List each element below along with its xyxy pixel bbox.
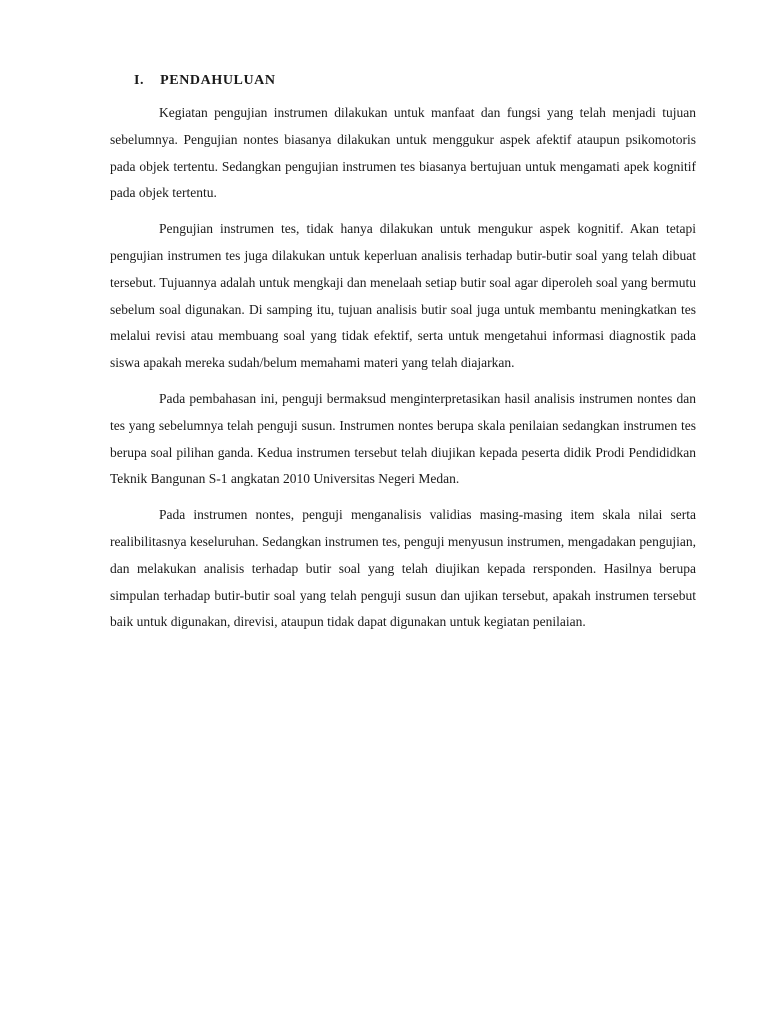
section-number: I.	[134, 73, 145, 88]
section-heading	[110, 70, 696, 92]
paragraph-4: Pada instrumen nontes, penguji menganalisis validias masing-masing item skala nilai serta realibilitasnya keseluruhan. Sedangkan instrumen tes, penguji menyusun instrumen, mengadakan pengujian, dan melakukan analisis terhadap butir soal yang telah diujikan kepada rersponden. Hasilnya berupa simpulan terhadap butir-butir soal yang telah penguji susun dan ujikan tersebut, apakah instrumen tersebut baik untuk digunakan, direvisi, ataupun tidak dapat digunakan untuk kegiatan penilaian.	[110, 507, 696, 630]
paragraph-2: Pengujian instrumen tes, tidak hanya dilakukan untuk mengukur aspek kognitif. Akan tetapi pengujian instrumen tes juga dilakukan untuk keperluan analisis terhadap butir-butir soal yang telah dibuat tersebut. Tujuannya adalah untuk mengkaji dan menelaah setiap butir soal agar diperoleh soal yang bermutu sebelum soal digunakan. Di samping itu, tujuan analisis butir soal juga untuk membantu meningkatkan tes melalui revisi atau membuang soal yang tidak efektif, serta untuk mengetahui informasi diagnostik pada siswa apakah mereka sudah/belum memahami materi yang telah diajarkan.	[110, 221, 696, 371]
paragraph-3: Pada pembahasan ini, penguji bermaksud menginterpretasikan hasil analisis instrumen nontes dan tes yang sebelumnya telah penguji susun. Instrumen nontes berupa skala penilaian sedangkan instrumen tes berupa soal pilihan ganda. Kedua instrumen tersebut telah diujikan kepada peserta didik Prodi Pendididkan Teknik Bangunan S-1 angkatan 2010 Universitas Negeri Medan.	[110, 390, 696, 487]
document-page	[110, 70, 696, 645]
paragraph-1: Kegiatan pengujian instrumen dilakukan untuk manfaat dan fungsi yang telah menjadi tujuan sebelumnya. Pengujian nontes biasanya dilakukan untuk menggukur aspek afektif ataupun psikomotoris pada objek tertentu. Sedangkan pengujian instrumen tes biasanya bertujuan untuk mengamati apek kognitif pada objek tertentu.	[110, 105, 696, 201]
section-title: PENDAHULUAN	[160, 73, 276, 88]
